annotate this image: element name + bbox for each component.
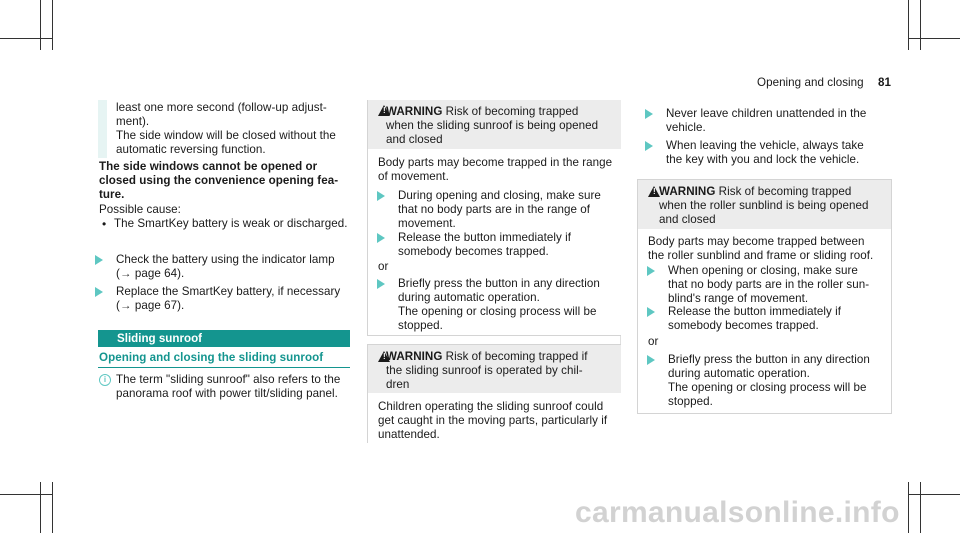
- warning-header: ! WARNING Risk of becoming trapped when the roller sunblind is being opened and closed: [638, 180, 891, 229]
- or-label: or: [648, 335, 659, 348]
- warning-header: ! WARNING Risk of becoming trapped when the sliding sunroof is being opened and closed: [368, 100, 621, 149]
- subheading: Opening and closing the sliding sunroof: [99, 351, 324, 364]
- crop-mark: [908, 482, 909, 533]
- warning-box: ! WARNING Risk of becoming trapped when the roller sunblind is being opened and closed Body parts may become trapped between the roller sunblind and frame or sliding roof. When opening or closing, make sure that no body parts are in the roller sun- blind's range of movement. Release the button immediately if somebody becomes trapped. or Briefly press the button in any direction during automatic operation. The opening or closing process will be stopped.: [637, 179, 892, 414]
- step-arrow-icon: [647, 266, 655, 276]
- warning-box: ! WARNING Risk of becoming trapped when the sliding sunroof is being opened and closed Body parts may become trapped in the range of movement. During opening and closing, make sure that no body parts are in the range of movement. Release the button immediately if somebody becomes trapped. or Briefly press the button in any direction during automatic operation. The opening or closing process will be stopped.: [367, 100, 621, 336]
- warning-triangle-icon: !: [648, 186, 660, 197]
- warning-box: ! WARNING Risk of becoming trapped if the sliding sunroof is operated by chil- dren Children operating the sliding sunroof could get caught in the moving parts, particularly if unattended.: [367, 344, 621, 443]
- step-arrow-icon: [647, 307, 655, 317]
- fault-heading: The side windows cannot be opened or closed using the convenience opening fea- ture.: [99, 160, 339, 201]
- info-icon: i: [99, 374, 111, 386]
- or-label: or: [378, 260, 389, 273]
- crop-mark: [908, 0, 909, 50]
- crop-mark: [0, 38, 52, 39]
- crop-mark: [52, 482, 53, 533]
- step-arrow-icon: [645, 141, 653, 151]
- step-arrow-icon: [95, 287, 103, 297]
- crop-mark: [908, 38, 960, 39]
- warning-label: WARNING: [386, 350, 443, 363]
- step-arrow-icon: [377, 233, 385, 243]
- continuation-bar: [98, 100, 107, 158]
- bullet-dot: •: [102, 217, 107, 231]
- step-arrow-icon: [647, 355, 655, 365]
- section-bar: [98, 330, 350, 347]
- cause-label: Possible cause:: [99, 203, 181, 216]
- crop-mark: [920, 0, 921, 50]
- page-number: 81: [878, 76, 891, 89]
- running-header: Opening and closing: [757, 76, 864, 89]
- step-arrow-icon: [377, 279, 385, 289]
- crop-mark: [40, 482, 41, 533]
- step-arrow-icon: [645, 109, 653, 119]
- warning-label: WARNING: [386, 105, 443, 118]
- warning-triangle-icon: !: [378, 105, 390, 116]
- crop-mark: [908, 494, 960, 495]
- watermark: carmanualsonline.info: [575, 496, 900, 529]
- intro-text: least one more second (follow-up adjust- ment). The side window will be closed without the automatic reversing function.: [116, 101, 336, 156]
- crop-mark: [920, 482, 921, 533]
- step-arrow-icon: [95, 255, 103, 265]
- subheading-rule: [98, 367, 350, 368]
- crop-mark: [40, 0, 41, 50]
- section-title: Sliding sunroof: [117, 332, 203, 345]
- warning-header: ! WARNING Risk of becoming trapped if the sliding sunroof is operated by chil- dren: [368, 345, 621, 393]
- crop-mark: [52, 0, 53, 50]
- step-arrow-icon: [377, 191, 385, 201]
- warning-triangle-icon: !: [378, 351, 390, 362]
- crop-mark: [0, 494, 52, 495]
- warning-label: WARNING: [659, 185, 716, 198]
